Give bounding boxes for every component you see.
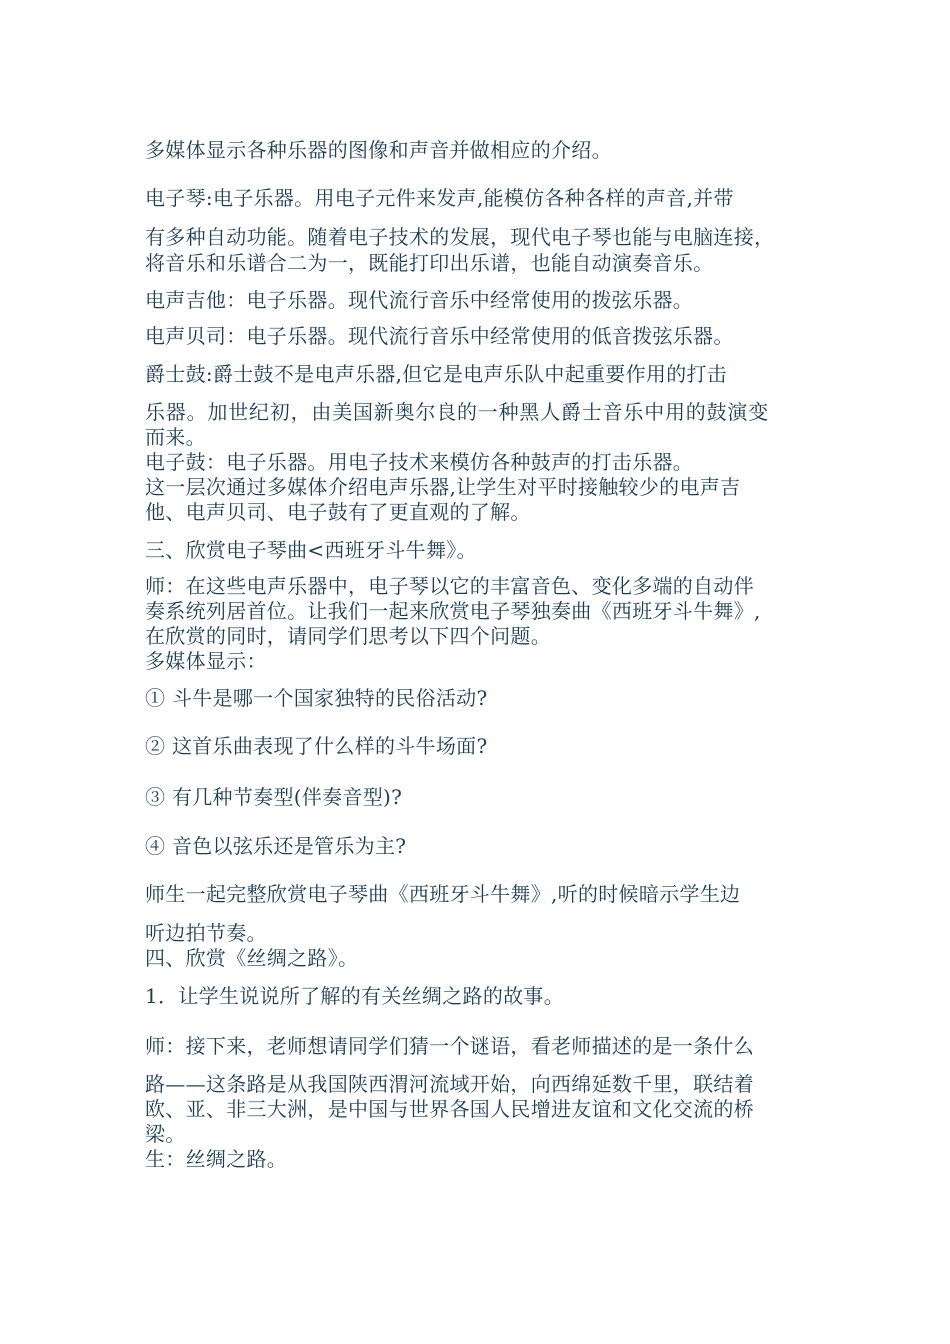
paragraph-summary-cont: 他、电声贝司、电子鼓有了更直观的了解。: [145, 500, 531, 524]
paragraph-riddle: 师：接下来，老师想请同学们猜一个谜语，看老师描述的是一条什么: [145, 1034, 754, 1058]
paragraph-jazz-drum: 爵士鼓:爵士鼓不是电声乐器,但它是电声乐队中起重要作用的打击: [145, 362, 728, 386]
paragraph-jazz-drum-cont: 乐器。加世纪初，由美国新奥尔良的一种黑人爵士音乐中用的鼓演变: [145, 400, 769, 424]
paragraph-riddle-cont: 欧、亚、非三大洲，是中国与世界各国人民增进友谊和文化交流的桥: [145, 1097, 754, 1121]
paragraph-full-listening: 师生一起完整欣赏电子琴曲《西班牙斗牛舞》,听的时候暗示学生边: [145, 882, 741, 906]
question-2: ② 这首乐曲表现了什么样的斗牛场面?: [145, 734, 488, 758]
paragraph-teacher-intro-cont: 在欣赏的同时，请同学们思考以下四个问题。: [145, 624, 551, 648]
paragraph-electric-bass: 电声贝司：电子乐器。现代流行音乐中经常使用的低音拨弦乐器。: [145, 324, 734, 348]
paragraph-jazz-drum-cont: 而来。: [145, 425, 206, 449]
paragraph-electronic-keyboard: 电子琴:电子乐器。用电子元件来发声,能模仿各种各样的声音,并带: [145, 186, 734, 210]
paragraph-multimedia-intro: 多媒体显示各种乐器的图像和声音并做相应的介绍。: [145, 138, 612, 162]
paragraph-full-listening-cont: 听边拍节奏。: [145, 921, 267, 945]
paragraph-electronic-keyboard-cont: 有多种自动功能。随着电子技术的发展，现代电子琴也能与电脑连接，: [145, 225, 775, 249]
paragraph-multimedia-display: 多媒体显示：: [145, 649, 267, 673]
paragraph-riddle-cont: 路——这条路是从我国陕西渭河流域开始，向西绵延数千里，联结着: [145, 1072, 754, 1096]
section-heading-3: 三、欣赏电子琴曲<西班牙斗牛舞》。: [145, 538, 477, 562]
question-4: ④ 音色以弦乐还是管乐为主?: [145, 834, 407, 858]
question-3: ③ 有几种节奏型(伴奏音型)?: [145, 785, 403, 809]
paragraph-teacher-intro: 师：在这些电声乐器中，电子琴以它的丰富音色、变化多端的自动伴: [145, 574, 754, 598]
paragraph-step-1: 1．让学生说说所了解的有关丝绸之路的故事。: [145, 984, 565, 1008]
paragraph-teacher-intro-cont: 奏系统列居首位。让我们一起来欣赏电子琴独奏曲《西班牙斗牛舞》,: [145, 599, 761, 623]
paragraph-electronic-drum: 电子鼓：电子乐器。用电子技术来模仿各种鼓声的打击乐器。: [145, 450, 694, 474]
paragraph-electronic-keyboard-cont: 将音乐和乐谱合二为一，既能打印出乐谱，也能自动演奏音乐。: [145, 251, 714, 275]
section-heading-4: 四、欣赏《丝绸之路》。: [145, 946, 359, 970]
paragraph-student-answer: 生：丝绸之路。: [145, 1147, 288, 1171]
question-1: ① 斗牛是哪一个国家独特的民俗活动?: [145, 686, 488, 710]
paragraph-riddle-cont: 梁。: [145, 1122, 186, 1146]
paragraph-summary: 这一层次通过多媒体介绍电声乐器,让学生对平时接触较少的电声吉: [145, 475, 741, 499]
paragraph-electric-guitar: 电声吉他：电子乐器。现代流行音乐中经常使用的拨弦乐器。: [145, 288, 694, 312]
